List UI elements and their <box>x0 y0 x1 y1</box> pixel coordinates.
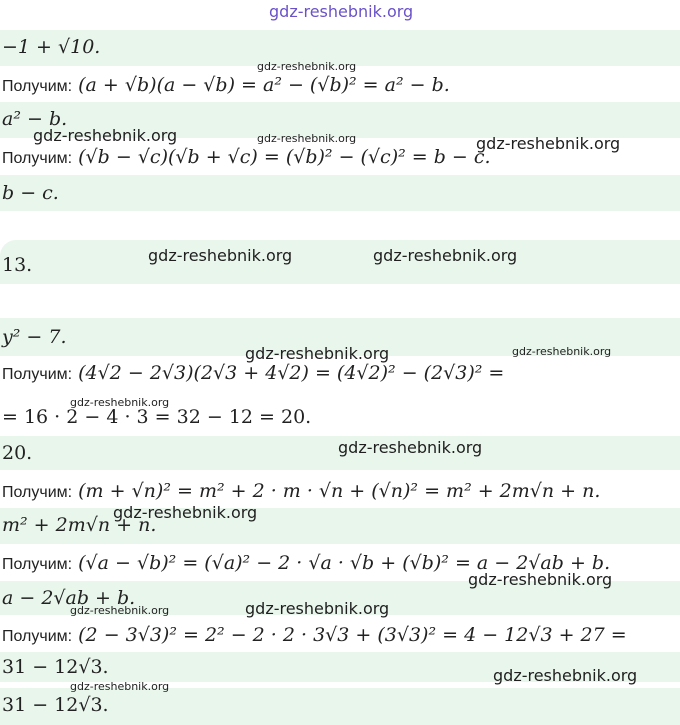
watermark: gdz-reshebnik.org <box>257 132 357 145</box>
answer-line: 31 − 12√3. <box>2 694 109 716</box>
solution-prefix: Получим: <box>2 484 73 501</box>
answer-line: 20. <box>2 442 33 464</box>
solution-formula: (m + √n)² = m² + 2 · m · √n + (√n)² = m² + 2m√n + n. <box>72 480 601 502</box>
watermark: gdz-reshebnik.org <box>113 503 258 522</box>
watermark: gdz-reshebnik.org <box>338 438 483 457</box>
solution-prefix: Получим: <box>2 628 73 645</box>
solution-formula: (4√2 − 2√3)(2√3 + 4√2) = (4√2)² − (2√3)² = <box>72 362 505 384</box>
solution-line <box>2 480 600 502</box>
solution-line <box>2 146 491 168</box>
answer-line: 13. <box>2 254 33 276</box>
solution-line <box>2 624 627 646</box>
solution-formula: (2 − 3√3)² = 2² − 2 · 2 · 3√3 + (3√3)² = 4 − 12√3 + 27 = <box>72 624 627 646</box>
solution-formula: (√a − √b)² = (√a)² − 2 · √a · √b + (√b)² = a − 2√ab + b. <box>72 552 611 574</box>
watermark: gdz-reshebnik.org <box>245 344 390 363</box>
watermark: gdz-reshebnik.org <box>476 134 621 153</box>
watermark: gdz-reshebnik.org <box>468 570 613 589</box>
watermark: gdz-reshebnik.org <box>512 345 612 358</box>
header-watermark: gdz-reshebnik.org <box>269 2 414 21</box>
solution-prefix: Получим: <box>2 78 73 95</box>
watermark: gdz-reshebnik.org <box>257 60 357 73</box>
watermark: gdz-reshebnik.org <box>70 604 170 617</box>
answer-line: a − 2√ab + b. <box>2 587 136 609</box>
answer-band <box>0 240 680 284</box>
watermark: gdz-reshebnik.org <box>148 246 293 265</box>
answer-line: −1 + √10. <box>2 36 101 58</box>
answer-line: m² + 2m√n + n. <box>2 514 157 536</box>
watermark: gdz-reshebnik.org <box>493 666 638 685</box>
watermark: gdz-reshebnik.org <box>70 396 170 409</box>
solution-line <box>2 74 450 96</box>
solution-formula: (a + √b)(a − √b) = a² − (√b)² = a² − b. <box>72 74 450 96</box>
solution-prefix: Получим: <box>2 150 73 167</box>
solution-continuation: 31 − 12√3. <box>2 656 109 678</box>
answer-line: b − c. <box>2 182 59 204</box>
solution-formula: (√b − √c)(√b + √c) = (√b)² − (√c)² = b − c. <box>72 146 491 168</box>
watermark: gdz-reshebnik.org <box>33 126 178 145</box>
solution-prefix: Получим: <box>2 556 73 573</box>
answer-band <box>0 175 680 211</box>
answer-line: y² − 7. <box>2 326 67 348</box>
watermark: gdz-reshebnik.org <box>373 246 518 265</box>
watermark: gdz-reshebnik.org <box>70 680 170 693</box>
solution-line <box>2 362 504 384</box>
answer-line: a² − b. <box>2 108 68 130</box>
watermark: gdz-reshebnik.org <box>245 599 390 618</box>
solution-prefix: Получим: <box>2 366 73 383</box>
solution-continuation: = 16 · 2 − 4 · 3 = 32 − 12 = 20. <box>2 406 312 428</box>
